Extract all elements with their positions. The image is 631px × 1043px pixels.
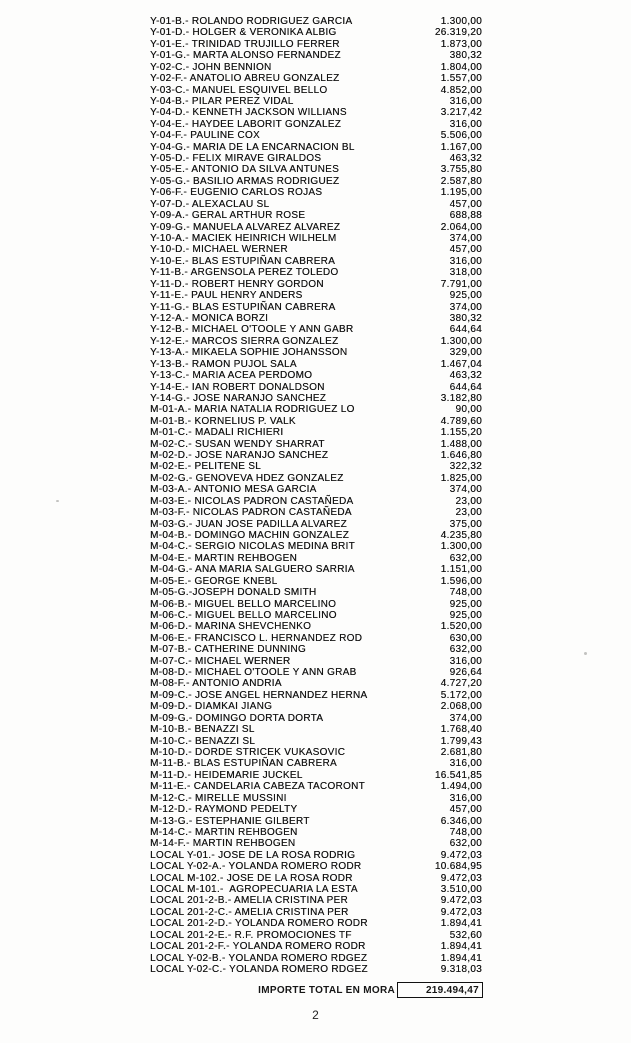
debtor-label: LOCAL 201-2-B.- AMELIA CRISTINA PER bbox=[150, 895, 348, 907]
debtor-amount: 1.494,00 bbox=[440, 781, 482, 793]
debtor-label: LOCAL 201-2-F.- YOLANDA ROMERO RODR bbox=[150, 941, 366, 953]
total-label: IMPORTE TOTAL EN MORA bbox=[258, 984, 395, 996]
total-row bbox=[150, 982, 483, 998]
debtor-amount: 6.346,00 bbox=[440, 815, 482, 827]
debtor-row bbox=[150, 484, 482, 495]
debtor-label: Y-11-G.- BLAS ESTUPIÑAN CABRERA bbox=[150, 301, 336, 313]
debtor-amount: 1.300,00 bbox=[440, 16, 482, 27]
debtor-label: Y-10-D.- MICHAEL WERNER bbox=[150, 244, 288, 256]
debtor-row bbox=[150, 96, 482, 107]
debtor-row bbox=[150, 930, 482, 941]
debtor-amount: 1.799,43 bbox=[440, 735, 482, 747]
debtor-row bbox=[150, 16, 482, 27]
debtor-amount: 1.894,41 bbox=[440, 918, 482, 930]
debtor-amount: 4.852,00 bbox=[440, 84, 482, 96]
debtor-row bbox=[150, 85, 482, 96]
debtor-label: Y-05-D.- FELIX MIRAVE GIRALDOS bbox=[150, 153, 322, 165]
debtor-label: LOCAL Y-02-A.- YOLANDA ROMERO RODR bbox=[150, 861, 362, 873]
debtor-label: M-02-G.- GENOVEVA HDEZ GONZALEZ bbox=[150, 472, 344, 484]
debtor-label: M-10-C.- BENAZZI SL bbox=[150, 735, 256, 747]
debtor-row bbox=[150, 861, 482, 872]
debtor-amount: 4.789,60 bbox=[440, 415, 482, 427]
debtor-row bbox=[150, 496, 482, 507]
debtor-amount: 2.068,00 bbox=[440, 701, 482, 713]
debtor-amount: 375,00 bbox=[449, 518, 482, 530]
debtor-label: Y-01-E.- TRINIDAD TRUJILLO FERRER bbox=[150, 38, 340, 50]
debtor-amount: 9.472,03 bbox=[440, 849, 482, 861]
debtor-row bbox=[150, 382, 482, 393]
debtor-amount: 1.195,00 bbox=[440, 187, 482, 199]
debtor-amount: 457,00 bbox=[449, 198, 482, 210]
debtor-row bbox=[150, 656, 482, 667]
debtor-row bbox=[150, 633, 482, 644]
debtor-row bbox=[150, 393, 482, 404]
debtor-amount: 3.217,42 bbox=[440, 107, 482, 119]
debtor-label: Y-04-E.- HAYDEE LABORIT GONZALEZ bbox=[150, 118, 342, 130]
debtor-amount: 10.684,95 bbox=[434, 861, 482, 873]
debtor-amount: 630,00 bbox=[449, 632, 482, 644]
scan-artifact-dot bbox=[56, 500, 59, 502]
debtor-row bbox=[150, 564, 482, 575]
debtor-label: M-11-E.- CANDELARIA CABEZA TACORONT bbox=[150, 781, 365, 793]
debtor-row bbox=[150, 473, 482, 484]
debtor-row bbox=[150, 884, 482, 895]
debtor-row bbox=[150, 724, 482, 735]
debtor-amount: 4.727,20 bbox=[440, 678, 482, 690]
debtor-row bbox=[150, 107, 482, 118]
debtor-label: LOCAL M-101.- AGROPECUARIA LA ESTA bbox=[150, 884, 358, 896]
debtor-row bbox=[150, 370, 482, 381]
debtor-amount: 457,00 bbox=[449, 804, 482, 816]
debtor-amount: 322,32 bbox=[449, 461, 482, 473]
debtor-amount: 1.151,00 bbox=[440, 564, 482, 576]
debtor-label: Y-04-D.- KENNETH JACKSON WILLIANS bbox=[150, 107, 347, 119]
debtor-label: M-04-C.- SERGIO NICOLAS MEDINA BRIT bbox=[150, 541, 355, 553]
debtor-row bbox=[150, 758, 482, 769]
debtor-label: LOCAL Y-02-C.- YOLANDA ROMERO RDGEZ bbox=[150, 964, 368, 976]
debtor-label: M-11-D.- HEIDEMARIE JUCKEL bbox=[150, 769, 303, 781]
debtor-row bbox=[150, 439, 482, 450]
debtor-row bbox=[150, 895, 482, 906]
debtor-label: LOCAL 201-2-E.- R.F. PROMOCIONES TF bbox=[150, 929, 352, 941]
debtor-row bbox=[150, 359, 482, 370]
debtor-label: Y-09-A.- GERAL ARTHUR ROSE bbox=[150, 210, 306, 222]
debtor-row bbox=[150, 667, 482, 678]
debtor-amount: 688,88 bbox=[449, 210, 482, 222]
debtor-row bbox=[150, 816, 482, 827]
debtor-row bbox=[150, 804, 482, 815]
debtor-amount: 9.472,03 bbox=[440, 906, 482, 918]
debtor-amount: 316,00 bbox=[449, 118, 482, 130]
debtor-amount: 90,00 bbox=[455, 404, 482, 416]
debtor-row bbox=[150, 27, 482, 38]
debtor-amount: 532,60 bbox=[449, 929, 482, 941]
debtor-amount: 748,00 bbox=[449, 826, 482, 838]
debtor-label: M-04-E.- MARTIN REHBOGEN bbox=[150, 552, 298, 564]
debtor-label: M-14-C.- MARTIN REHBOGEN bbox=[150, 826, 298, 838]
debtor-row bbox=[150, 199, 482, 210]
debtor-row bbox=[150, 187, 482, 198]
debtor-row bbox=[150, 850, 482, 861]
debtor-amount: 3.755,80 bbox=[440, 164, 482, 176]
debtor-row bbox=[150, 610, 482, 621]
debtor-label: M-02-D.- JOSE NARANJO SANCHEZ bbox=[150, 450, 329, 462]
debtor-row bbox=[150, 827, 482, 838]
debtor-label: M-02-E.- PELITENE SL bbox=[150, 461, 262, 473]
debtor-amount: 5.506,00 bbox=[440, 130, 482, 142]
debtor-amount: 2.587,80 bbox=[440, 175, 482, 187]
debtors-list bbox=[150, 16, 482, 975]
debtor-row bbox=[150, 347, 482, 358]
debtor-row bbox=[150, 941, 482, 952]
debtor-row bbox=[150, 313, 482, 324]
debtor-row bbox=[150, 256, 482, 267]
debtor-amount: 9.472,03 bbox=[440, 872, 482, 884]
debtor-amount: 1.894,41 bbox=[440, 941, 482, 953]
debtor-label: M-07-B.- CATHERINE DUNNING bbox=[150, 644, 306, 656]
debtor-label: LOCAL 201-2-C.- AMELIA CRISTINA PER bbox=[150, 906, 349, 918]
debtor-row bbox=[150, 62, 482, 73]
debtor-label: M-09-D.- DIAMKAI JIANG bbox=[150, 701, 273, 713]
debtor-amount: 23,00 bbox=[455, 495, 482, 507]
debtor-label: M-06-C.- MIGUEL BELLO MARCELINO bbox=[150, 609, 337, 621]
debtor-row bbox=[150, 73, 482, 84]
debtor-label: LOCAL Y-01.- JOSE DE LA ROSA RODRIG bbox=[150, 849, 356, 861]
debtor-amount: 374,00 bbox=[449, 484, 482, 496]
debtor-row bbox=[150, 119, 482, 130]
debtor-label: M-10-D.- DORDE STRICEK VUKASOVIC bbox=[150, 747, 346, 758]
debtor-amount: 926,64 bbox=[449, 667, 482, 679]
debtor-amount: 4.235,80 bbox=[440, 529, 482, 541]
debtor-row bbox=[150, 244, 482, 255]
debtor-row bbox=[150, 530, 482, 541]
total-value-box bbox=[397, 982, 483, 998]
debtor-label: M-14-F.- MARTIN REHBOGEN bbox=[150, 838, 296, 850]
debtor-amount: 463,32 bbox=[449, 370, 482, 382]
debtor-label: LOCAL M-102.- JOSE DE LA ROSA RODR bbox=[150, 872, 353, 884]
debtor-amount: 925,00 bbox=[449, 609, 482, 621]
debtor-row bbox=[150, 678, 482, 689]
debtor-amount: 23,00 bbox=[455, 507, 482, 519]
debtor-amount: 7.791,00 bbox=[440, 278, 482, 290]
debtor-row bbox=[150, 507, 482, 518]
debtor-row bbox=[150, 302, 482, 313]
debtor-amount: 1.155,20 bbox=[440, 427, 482, 439]
debtor-amount: 748,00 bbox=[449, 587, 482, 599]
debtor-label: M-08-F.- ANTONIO ANDRIA bbox=[150, 678, 282, 690]
debtor-amount: 1.873,00 bbox=[440, 38, 482, 50]
debtor-row bbox=[150, 164, 482, 175]
debtor-label: M-09-C.- JOSE ANGEL HERNANDEZ HERNA bbox=[150, 689, 368, 701]
debtor-row bbox=[150, 587, 482, 598]
debtor-row bbox=[150, 279, 482, 290]
debtor-label: Y-06-F.- EUGENIO CARLOS ROJAS bbox=[150, 187, 323, 199]
debtor-row bbox=[150, 953, 482, 964]
debtor-row bbox=[150, 838, 482, 849]
debtor-amount: 374,00 bbox=[449, 233, 482, 245]
debtor-amount: 329,00 bbox=[449, 347, 482, 359]
debtor-row bbox=[150, 336, 482, 347]
debtor-amount: 26.319,20 bbox=[434, 27, 482, 39]
debtor-amount: 1.825,00 bbox=[440, 472, 482, 484]
debtor-amount: 3.182,80 bbox=[440, 392, 482, 404]
debtor-row bbox=[150, 690, 482, 701]
debtor-label: M-05-G.-JOSEPH DONALD SMITH bbox=[150, 587, 317, 599]
debtor-amount: 925,00 bbox=[449, 290, 482, 302]
debtor-row bbox=[150, 907, 482, 918]
debtor-amount: 5.172,00 bbox=[440, 689, 482, 701]
debtor-amount: 316,00 bbox=[449, 792, 482, 804]
debtor-row bbox=[150, 736, 482, 747]
debtor-amount: 1.596,00 bbox=[440, 575, 482, 587]
debtor-row bbox=[150, 153, 482, 164]
debtor-label: M-06-E.- FRANCISCO L. HERNANDEZ ROD bbox=[150, 632, 363, 644]
debtor-row bbox=[150, 50, 482, 61]
debtor-amount: 1.488,00 bbox=[440, 438, 482, 450]
debtor-amount: 1.557,00 bbox=[440, 73, 482, 85]
debtor-row bbox=[150, 461, 482, 472]
debtor-row bbox=[150, 290, 482, 301]
debtor-label: M-03-E.- NICOLAS PADRON CASTAÑEDA bbox=[150, 495, 354, 507]
debtor-label: Y-09-G.- MANUELA ALVAREZ ALVAREZ bbox=[150, 221, 341, 233]
debtor-label: M-11-B.- BLAS ESTUPIÑAN CABRERA bbox=[150, 758, 337, 770]
debtor-amount: 644,64 bbox=[449, 324, 482, 336]
debtor-row bbox=[150, 621, 482, 632]
debtor-row bbox=[150, 39, 482, 50]
debtor-row bbox=[150, 747, 482, 758]
debtor-amount: 316,00 bbox=[449, 255, 482, 267]
debtor-label: Y-10-A.- MACIEK HEINRICH WILHELM bbox=[150, 233, 337, 245]
debtor-row bbox=[150, 519, 482, 530]
debtor-label: M-08-D.- MICHAEL O'TOOLE Y ANN GRAB bbox=[150, 667, 357, 679]
debtor-label: M-09-G.- DOMINGO DORTA DORTA bbox=[150, 712, 324, 724]
debtor-label: Y-12-B.- MICHAEL O'TOOLE Y ANN GABR bbox=[150, 324, 354, 336]
debtor-amount: 316,00 bbox=[449, 95, 482, 107]
debtor-label: Y-05-E.- ANTONIO DA SILVA ANTUNES bbox=[150, 164, 340, 176]
debtor-amount: 380,32 bbox=[449, 312, 482, 324]
debtor-amount: 1.646,80 bbox=[440, 450, 482, 462]
debtor-label: Y-02-F.- ANATOLIO ABREU GONZALEZ bbox=[150, 73, 340, 85]
debtor-row bbox=[150, 233, 482, 244]
debtor-label: M-01-A.- MARIA NATALIA RODRIGUEZ LO bbox=[150, 404, 355, 416]
debtor-amount: 9.472,03 bbox=[440, 895, 482, 907]
debtor-label: Y-11-B.- ARGENSOLA PEREZ TOLEDO bbox=[150, 267, 339, 279]
debtor-amount: 316,00 bbox=[449, 655, 482, 667]
debtor-amount: 16.541,85 bbox=[434, 769, 482, 781]
debtor-amount: 632,00 bbox=[449, 552, 482, 564]
debtor-label: M-03-F.- NICOLAS PADRON CASTAÑEDA bbox=[150, 507, 352, 519]
debtor-row bbox=[150, 701, 482, 712]
debtor-amount: 9.318,03 bbox=[440, 964, 482, 976]
debtor-row bbox=[150, 873, 482, 884]
debtor-row bbox=[150, 404, 482, 415]
debtor-label: Y-10-E.- BLAS ESTUPIÑAN CABRERA bbox=[150, 255, 336, 267]
debtor-label: Y-13-B.- RAMON PUJOL SALA bbox=[150, 358, 297, 370]
debtor-amount: 2.681,80 bbox=[440, 747, 482, 758]
debtor-amount: 380,32 bbox=[449, 50, 482, 62]
debtor-amount: 1.768,40 bbox=[440, 724, 482, 736]
debtor-label: M-07-C.- MICHAEL WERNER bbox=[150, 655, 291, 667]
debtor-amount: 1.894,41 bbox=[440, 952, 482, 964]
debtor-row bbox=[150, 644, 482, 655]
debtor-row bbox=[150, 964, 482, 975]
debtor-label: Y-02-C.- JOHN BENNION bbox=[150, 61, 272, 73]
debtor-row bbox=[150, 210, 482, 221]
debtor-row bbox=[150, 770, 482, 781]
debtor-label: M-05-E.- GEORGE KNEBL bbox=[150, 575, 278, 587]
debtor-amount: 1.167,00 bbox=[440, 141, 482, 153]
debtor-label: M-03-A.- ANTONIO MESA GARCIA bbox=[150, 484, 317, 496]
debtor-label: Y-03-C.- MANUEL ESQUIVEL BELLO bbox=[150, 84, 328, 96]
debtor-label: M-12-C.- MIRELLE MUSSINI bbox=[150, 792, 287, 804]
page-number: 2 bbox=[312, 1008, 319, 1022]
debtor-label: LOCAL 201-2-D.- YOLANDA ROMERO RODR bbox=[150, 918, 368, 930]
debtor-amount: 374,00 bbox=[449, 301, 482, 313]
debtor-amount: 2.064,00 bbox=[440, 221, 482, 233]
debtor-amount: 457,00 bbox=[449, 244, 482, 256]
debtor-label: M-06-D.- MARINA SHEVCHENKO bbox=[150, 621, 312, 633]
debtor-amount: 1.300,00 bbox=[440, 541, 482, 553]
debtor-row bbox=[150, 142, 482, 153]
debtor-label: M-06-B.- MIGUEL BELLO MARCELINO bbox=[150, 598, 337, 610]
debtor-row bbox=[150, 541, 482, 552]
debtor-amount: 318,00 bbox=[449, 267, 482, 279]
debtor-row bbox=[150, 781, 482, 792]
debtor-row bbox=[150, 416, 482, 427]
debtor-row bbox=[150, 576, 482, 587]
debtor-amount: 3.510,00 bbox=[440, 884, 482, 896]
debtor-label: Y-12-E.- MARCOS SIERRA GONZALEZ bbox=[150, 335, 339, 347]
total-value: 219.494,47 bbox=[425, 984, 479, 996]
debtor-row bbox=[150, 713, 482, 724]
debtor-label: M-04-G.- ANA MARIA SALGUERO SARRIA bbox=[150, 564, 355, 576]
debtor-label: Y-01-D.- HOLGER & VERONIKA ALBIG bbox=[150, 27, 337, 39]
debtor-row bbox=[150, 267, 482, 278]
debtor-label: Y-11-D.- ROBERT HENRY GORDON bbox=[150, 278, 324, 290]
debtor-row bbox=[150, 793, 482, 804]
debtor-label: Y-14-E.- IAN ROBERT DONALDSON bbox=[150, 381, 325, 393]
debtor-label: Y-07-D.- ALEXACLAU SL bbox=[150, 198, 270, 210]
debtor-row bbox=[150, 130, 482, 141]
debtor-label: Y-12-A.- MONICA BORZI bbox=[150, 312, 269, 324]
debtor-row bbox=[150, 427, 482, 438]
debtor-row bbox=[150, 222, 482, 233]
debtor-label: M-10-B.- BENAZZI SL bbox=[150, 724, 255, 736]
debtor-label: M-13-G.- ESTEPHANIE GILBERT bbox=[150, 815, 310, 827]
debtor-label: Y-11-E.- PAUL HENRY ANDERS bbox=[150, 290, 303, 302]
debtor-label: M-01-C.- MADALI RICHIERI bbox=[150, 427, 284, 439]
debtor-label: LOCAL Y-02-B.- YOLANDA ROMERO RDGEZ bbox=[150, 952, 368, 964]
debtor-amount: 463,32 bbox=[449, 153, 482, 165]
scan-artifact-dot bbox=[584, 652, 587, 655]
debtor-amount: 925,00 bbox=[449, 598, 482, 610]
debtor-label: M-04-B.- DOMINGO MACHIN GONZALEZ bbox=[150, 529, 350, 541]
debtor-label: M-02-C.- SUSAN WENDY SHARRAT bbox=[150, 438, 325, 450]
debtor-label: Y-13-A.- MIKAELA SOPHIE JOHANSSON bbox=[150, 347, 348, 359]
debtor-amount: 316,00 bbox=[449, 758, 482, 770]
debtor-label: Y-05-G.- BASILIO ARMAS RODRIGUEZ bbox=[150, 175, 340, 187]
debtor-row bbox=[150, 599, 482, 610]
debtor-label: Y-01-G.- MARTA ALONSO FERNANDEZ bbox=[150, 50, 341, 62]
debtor-label: Y-13-C.- MARIA ACEA PERDOMO bbox=[150, 370, 313, 382]
debtor-label: Y-04-F.- PAULINE COX bbox=[150, 130, 260, 142]
debtor-amount: 1.804,00 bbox=[440, 61, 482, 73]
debtor-row bbox=[150, 324, 482, 335]
debtor-amount: 632,00 bbox=[449, 838, 482, 850]
debtor-row bbox=[150, 553, 482, 564]
debtor-amount: 1.467,04 bbox=[440, 358, 482, 370]
debtor-amount: 632,00 bbox=[449, 644, 482, 656]
debtor-label: M-03-G.- JUAN JOSE PADILLA ALVAREZ bbox=[150, 518, 347, 530]
debtor-amount: 644,64 bbox=[449, 381, 482, 393]
debtor-label: Y-01-B.- ROLANDO RODRIGUEZ GARCIA bbox=[150, 16, 353, 27]
debtor-row bbox=[150, 450, 482, 461]
debtor-label: Y-04-G.- MARIA DE LA ENCARNACION BL bbox=[150, 141, 355, 153]
debtor-row bbox=[150, 176, 482, 187]
debtor-label: M-12-D.- RAYMOND PEDELTY bbox=[150, 804, 298, 816]
debtor-amount: 1.520,00 bbox=[440, 621, 482, 633]
debtor-label: Y-04-B.- PILAR PEREZ VIDAL bbox=[150, 95, 294, 107]
debtor-amount: 1.300,00 bbox=[440, 335, 482, 347]
debtor-label: M-01-B.- KORNELIUS P. VALK bbox=[150, 415, 296, 427]
debtor-row bbox=[150, 918, 482, 929]
debtor-amount: 374,00 bbox=[449, 712, 482, 724]
debtor-label: Y-14-G.- JOSE NARANJO SANCHEZ bbox=[150, 392, 327, 404]
